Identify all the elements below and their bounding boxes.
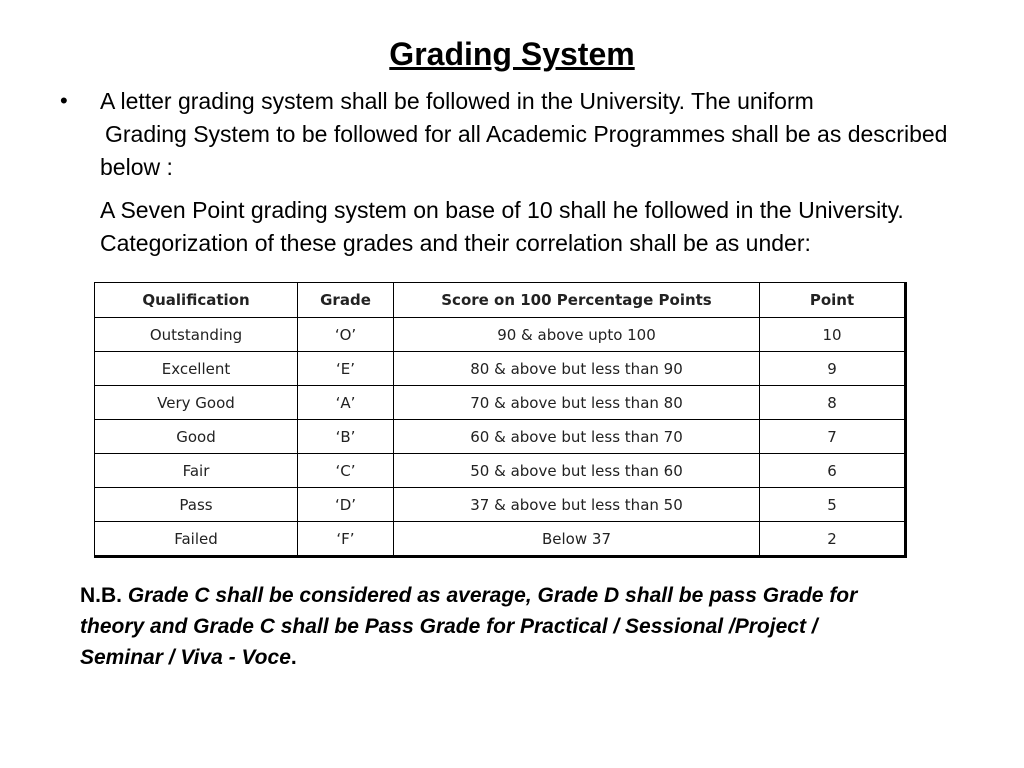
page-title: Grading System: [389, 36, 635, 72]
header-grade: Grade: [298, 283, 394, 318]
cell-point: 9: [760, 352, 906, 386]
categorization-text: Categorization of these grades and their correlation shall be as under:: [100, 230, 811, 256]
header-point: Point: [760, 283, 906, 318]
table-row: [95, 420, 906, 454]
cell-grade: ‘O’: [298, 318, 394, 352]
seven-point-text: A Seven Point grading system on base of 10 shall he followed in the University.: [100, 197, 904, 223]
table-row: [95, 522, 906, 557]
table-row: [95, 454, 906, 488]
cell-qualification: Failed: [95, 522, 298, 557]
cell-grade: ‘B’: [298, 420, 394, 454]
cell-point: 10: [760, 318, 906, 352]
table-row: [95, 488, 906, 522]
table-row: [95, 352, 906, 386]
cell-grade: ‘A’: [298, 386, 394, 420]
intro-line-1: A letter grading system shall be followed in the University. The uniform: [100, 88, 814, 114]
cell-point: 2: [760, 522, 906, 557]
cell-score: 50 & above but less than 60: [394, 454, 760, 488]
cell-qualification: Outstanding: [95, 318, 298, 352]
cell-point: 5: [760, 488, 906, 522]
cell-score: Below 37: [394, 522, 760, 557]
grading-table: [94, 282, 907, 558]
cell-qualification: Very Good: [95, 386, 298, 420]
cell-score: 90 & above upto 100: [394, 318, 760, 352]
intro-line-2: Grading System to be followed for all Academic Programmes shall be as described below :: [100, 121, 948, 180]
footnote-text: Grade C shall be considered as average, Grade D shall be pass Grade for theory and Grade C shall be Pass Grade for Practical / Sessional /Project / Seminar / Viva - Voce: [80, 584, 858, 669]
header-qualification: Qualification: [95, 283, 298, 318]
cell-qualification: Fair: [95, 454, 298, 488]
header-score: Score on 100 Percentage Points: [394, 283, 760, 318]
table-row: [95, 318, 906, 352]
cell-qualification: Pass: [95, 488, 298, 522]
cell-score: 60 & above but less than 70: [394, 420, 760, 454]
intro-paragraph: [100, 85, 960, 184]
seven-point-paragraph: [100, 194, 960, 260]
table-row: [95, 386, 906, 420]
footnote-prefix: N.B.: [80, 584, 122, 607]
cell-grade: ‘E’: [298, 352, 394, 386]
footnote: [80, 580, 880, 673]
cell-point: 8: [760, 386, 906, 420]
cell-qualification: Good: [95, 420, 298, 454]
cell-grade: ‘F’: [298, 522, 394, 557]
cell-qualification: Excellent: [95, 352, 298, 386]
bullet-marker: •: [60, 88, 68, 113]
table-header-row: [95, 283, 906, 318]
cell-point: 7: [760, 420, 906, 454]
cell-score: 37 & above but less than 50: [394, 488, 760, 522]
cell-grade: ‘C’: [298, 454, 394, 488]
cell-point: 6: [760, 454, 906, 488]
cell-grade: ‘D’: [298, 488, 394, 522]
footnote-period: .: [290, 646, 297, 669]
cell-score: 70 & above but less than 80: [394, 386, 760, 420]
cell-score: 80 & above but less than 90: [394, 352, 760, 386]
